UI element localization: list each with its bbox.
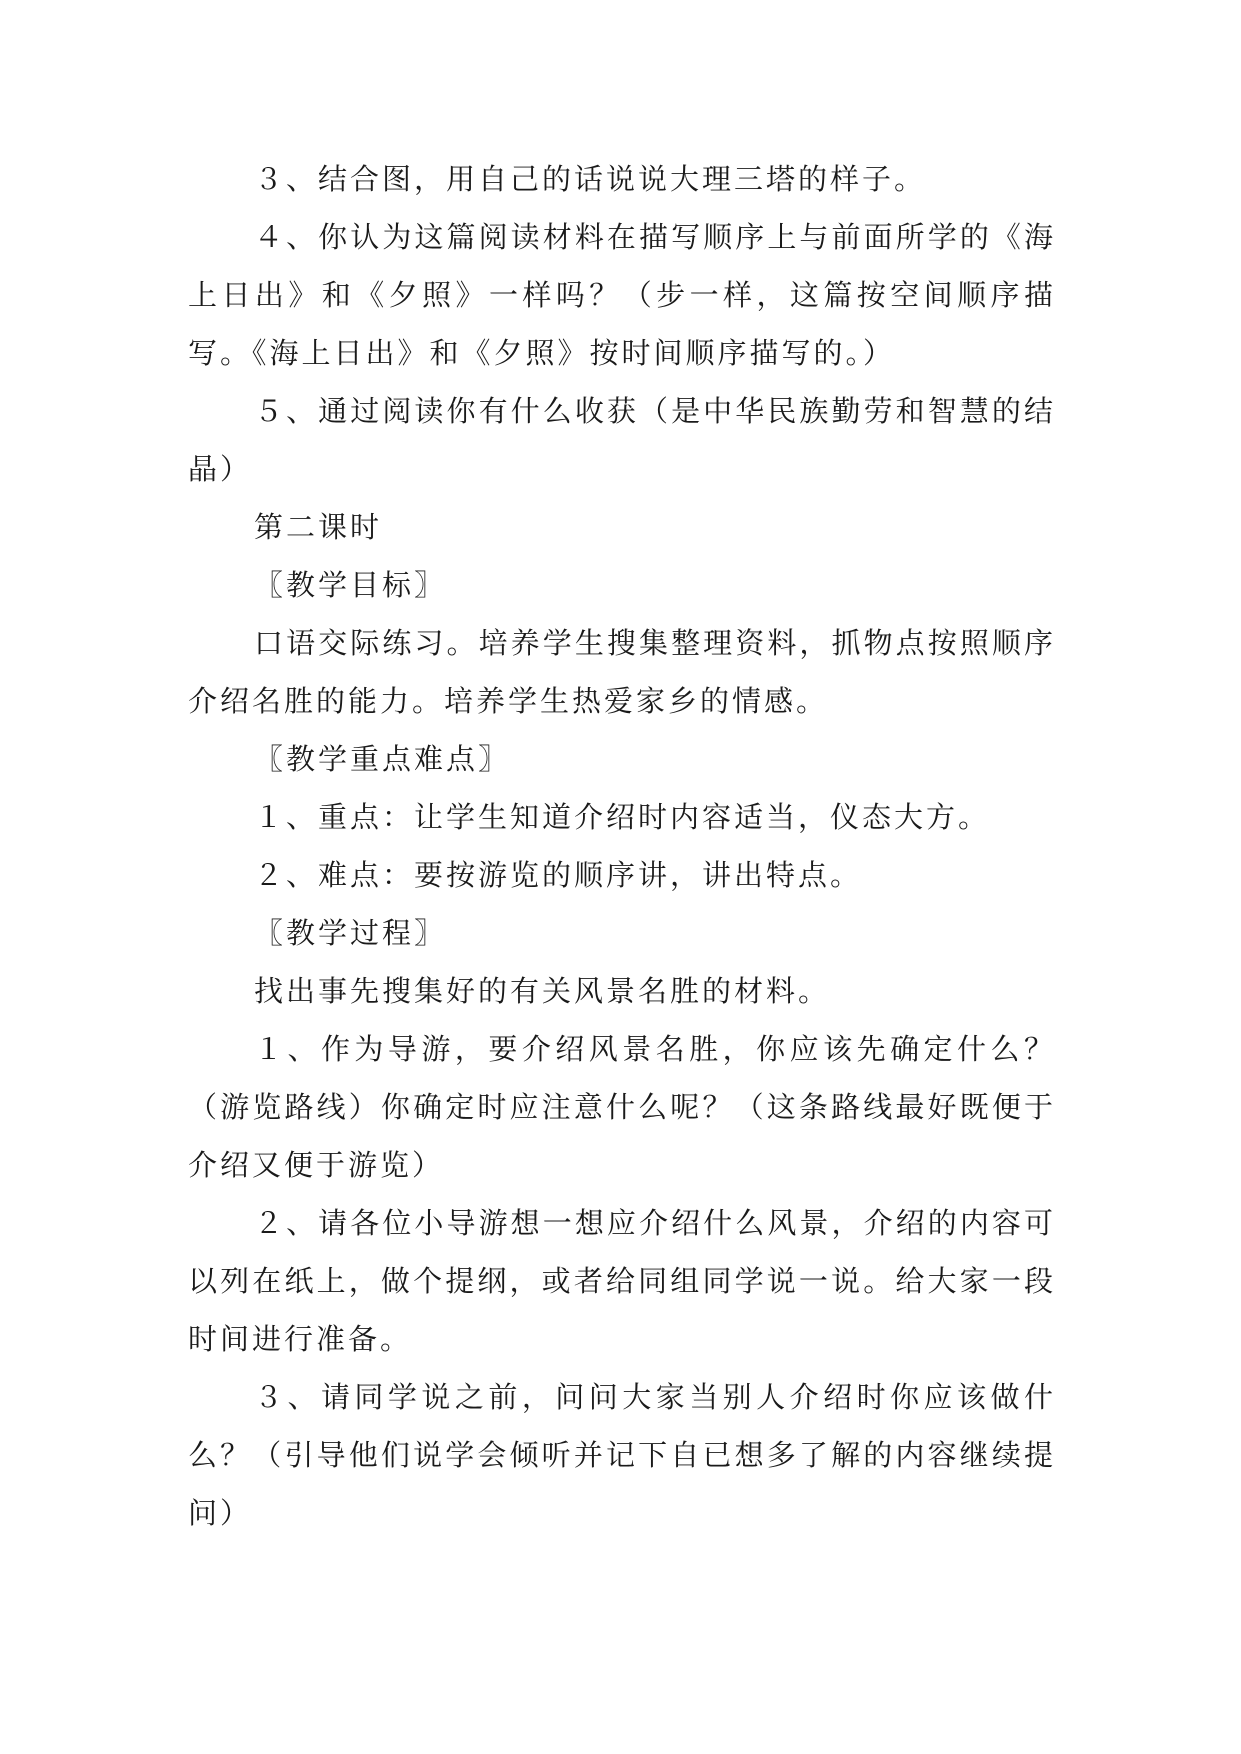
paragraph-key-point-1: １、重点：让学生知道介绍时内容适当，仪态大方。 <box>254 800 991 834</box>
heading-key-points: 〖教学重点难点〗 <box>254 742 511 776</box>
paragraph-process-3: ３、请同学说之前，问问大家当别人介绍时你应该做什么？（引导他们说学会倾听并记下自已想多了解的内容继续提问） <box>188 1380 1056 1530</box>
paragraph-teaching-goals: 口语交际练习。培养学生搜集整理资料，抓物点按照顺序介绍名胜的能力。培养学生热爱家乡的情感。 <box>188 626 1056 718</box>
paragraph-key-point-2: ２、难点：要按游览的顺序讲，讲出特点。 <box>254 858 863 892</box>
heading-teaching-goals: 〖教学目标〗 <box>254 568 447 602</box>
section-heading-second-lesson: 第二课时 <box>254 510 383 544</box>
paragraph-item-3: ３、结合图，用自己的话说说大理三塔的样子。 <box>254 162 927 196</box>
heading-teaching-process: 〖教学过程〗 <box>254 916 447 950</box>
paragraph-process-intro: 找出事先搜集好的有关风景名胜的材料。 <box>254 974 831 1008</box>
paragraph-process-2: ２、请各位小导游想一想应介绍什么风景，介绍的内容可以列在纸上，做个提纲，或者给同组同学说一说。给大家一段时间进行准备。 <box>188 1206 1056 1356</box>
paragraph-item-4: ４、你认为这篇阅读材料在描写顺序上与前面所学的《海上日出》和《夕照》一样吗？（步一样，这篇按空间顺序描写。《海上日出》和《夕照》按时间顺序描写的。） <box>188 220 1056 370</box>
paragraph-item-5: ５、通过阅读你有什么收获（是中华民族勤劳和智慧的结晶） <box>188 394 1056 486</box>
paragraph-process-1: １、作为导游，要介绍风景名胜，你应该先确定什么？（游览路线）你确定时应注意什么呢？（这条路线最好既便于介绍又便于游览） <box>188 1032 1056 1182</box>
document-body <box>188 150 1056 1542</box>
